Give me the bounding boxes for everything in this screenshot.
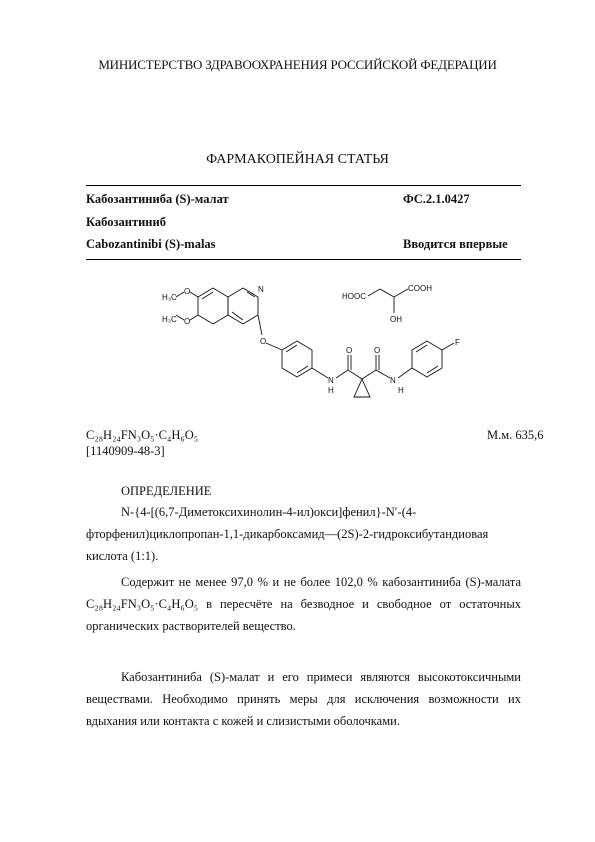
substance-name-lat: Cabozantinibi (S)-malas — [86, 237, 216, 251]
label-nh-left: N — [328, 376, 334, 385]
molecular-mass: М.м. 635,6 — [487, 428, 544, 442]
substance-name-ru: Кабозантиниба (S)-малат — [86, 192, 229, 206]
header-rule-bottom — [86, 259, 521, 260]
label-h3c-bottom: H₃C — [162, 315, 177, 324]
introduction-status: Вводится впервые — [403, 237, 508, 251]
molecular-formula: C₂₈H₂₄FN₃O₅·C₄H₆O₅ — [86, 428, 199, 442]
definition-text: N-{4-[(6,7-Диметоксихинолин-4-ил)окси]фенил}-N′-(4-фторфенил)циклопропан-1,1-дикарбоксамид—(2S)-2-гидроксибутандиовая кислота (1:1). — [86, 505, 489, 563]
document-title: ФАРМАКОПЕЙНАЯ СТАТЬЯ — [206, 152, 389, 167]
label-hooc: HOOC — [342, 292, 366, 301]
warning-text: Кабозантиниба (S)-малат и его примеси являются высокотоксичными веществами. Необходимо принять меры для исключения возможности их вдыхания или контакта с кожей и слизистыми оболочками. — [86, 670, 521, 728]
label-o-bottom: O — [184, 317, 191, 326]
label-oh: OH — [390, 315, 402, 324]
label-h-left: H — [328, 386, 334, 395]
document-code: ФС.2.1.0427 — [403, 192, 470, 206]
label-o-amide-right: O — [374, 346, 381, 355]
inn-name-ru: Кабозантиниб — [86, 215, 166, 229]
label-n-quinoline: N — [258, 285, 264, 294]
content-text: Содержит не менее 97,0 % и не более 102,0 % кабозантиниба (S)-малата C₂₈H₂₄FN₃O₅·C₄H₆O₅ в пересчёте на безводное и свободное от остаточных органических растворителей вещество. — [86, 575, 521, 633]
ministry-heading: МИНИСТЕРСТВО ЗДРАВООХРАНЕНИЯ РОССИЙСКОЙ ФЕДЕРАЦИИ — [98, 57, 497, 72]
cas-number: [1140909-48-3] — [86, 444, 165, 458]
section-definition-heading: ОПРЕДЕЛЕНИЕ — [121, 484, 212, 498]
label-o-top: O — [184, 287, 191, 296]
label-h3c-top: H₃C — [162, 293, 177, 302]
label-o-bridge: O — [260, 337, 267, 346]
label-h-right: H — [398, 386, 404, 395]
structural-formula — [150, 275, 490, 415]
label-o-amide-left: O — [346, 346, 353, 355]
label-cooh: COOH — [408, 284, 432, 293]
label-nh-right: N — [390, 376, 396, 385]
label-f: F — [455, 338, 460, 347]
header-rule-top — [86, 185, 521, 186]
